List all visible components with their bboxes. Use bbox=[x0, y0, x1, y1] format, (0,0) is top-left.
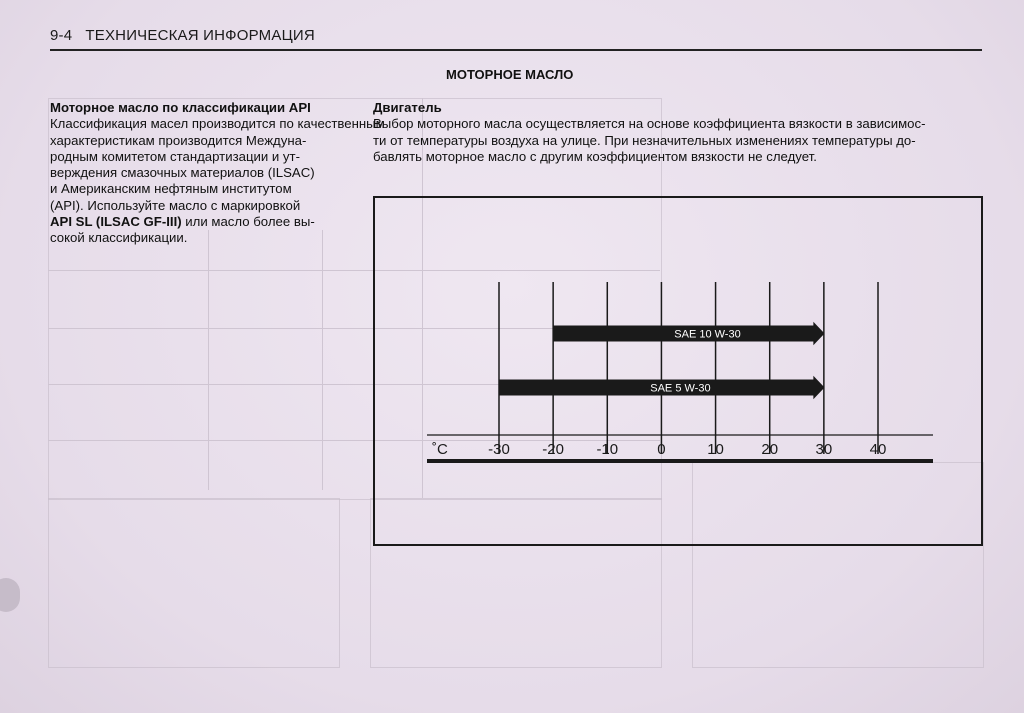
text-line: Выбор моторного масла осуществляется на основе коэффициента вязкости в зависимос- bbox=[373, 116, 926, 132]
range-bar-label: SAE 10 W-30 bbox=[674, 328, 741, 341]
text-line: ти от температуры воздуха на улице. При незначительных изменениях температуры до- bbox=[373, 132, 916, 148]
text-line: (API). Используйте масло с маркировкой bbox=[50, 197, 301, 213]
page-number: 9-4 bbox=[50, 27, 73, 44]
text-line bbox=[50, 214, 350, 230]
text-line: верждения смазочных материалов (ILSAC) bbox=[50, 165, 315, 181]
x-tick-label: -20 bbox=[542, 441, 564, 458]
x-tick-label: 0 bbox=[657, 441, 666, 458]
page-header bbox=[50, 27, 315, 44]
x-tick-label: 10 bbox=[707, 441, 724, 458]
x-tick-label: -10 bbox=[596, 441, 619, 458]
text-line: и Американским нефтяным институтом bbox=[50, 181, 292, 197]
page-title: МОТОРНОЕ МАСЛО bbox=[446, 67, 574, 82]
api-spec: API SL (ILSAC GF-III) bbox=[50, 214, 182, 230]
text-line: бавлять моторное масло с другим коэффициентом вязкости не следует. bbox=[373, 148, 817, 164]
text-line: родным комитетом стандартизации и ут- bbox=[50, 148, 300, 164]
x-tick-label: 40 bbox=[869, 441, 887, 458]
range-bar-label: SAE 5 W-30 bbox=[650, 382, 711, 395]
bleed-through-rule bbox=[208, 230, 209, 490]
engine-text bbox=[373, 100, 985, 165]
header-rule bbox=[50, 49, 982, 51]
x-tick-label: 30 bbox=[815, 441, 833, 458]
bleed-through-rule bbox=[322, 230, 323, 490]
text-line: характеристикам производится Междуна- bbox=[50, 132, 307, 148]
viscosity-chart bbox=[373, 196, 983, 546]
section-name: ТЕХНИЧЕСКАЯ ИНФОРМАЦИЯ bbox=[85, 27, 315, 44]
engine-heading: Двигатель bbox=[373, 100, 442, 115]
text-line: Классификация масел производится по качественным bbox=[50, 116, 385, 132]
bleed-through-car-drawing bbox=[48, 498, 340, 668]
text-fragment: или масло более вы- bbox=[181, 214, 315, 230]
text-line: сокой классификации. bbox=[50, 230, 188, 246]
x-axis-base bbox=[427, 459, 933, 463]
api-heading: Моторное масло по классификации API bbox=[50, 100, 311, 115]
x-tick-label: 20 bbox=[761, 441, 779, 458]
unit-label: ˚C bbox=[432, 441, 448, 458]
x-tick-label: -30 bbox=[488, 441, 510, 458]
api-classification-text bbox=[50, 100, 385, 247]
viscosity-chart-svg bbox=[375, 198, 981, 544]
